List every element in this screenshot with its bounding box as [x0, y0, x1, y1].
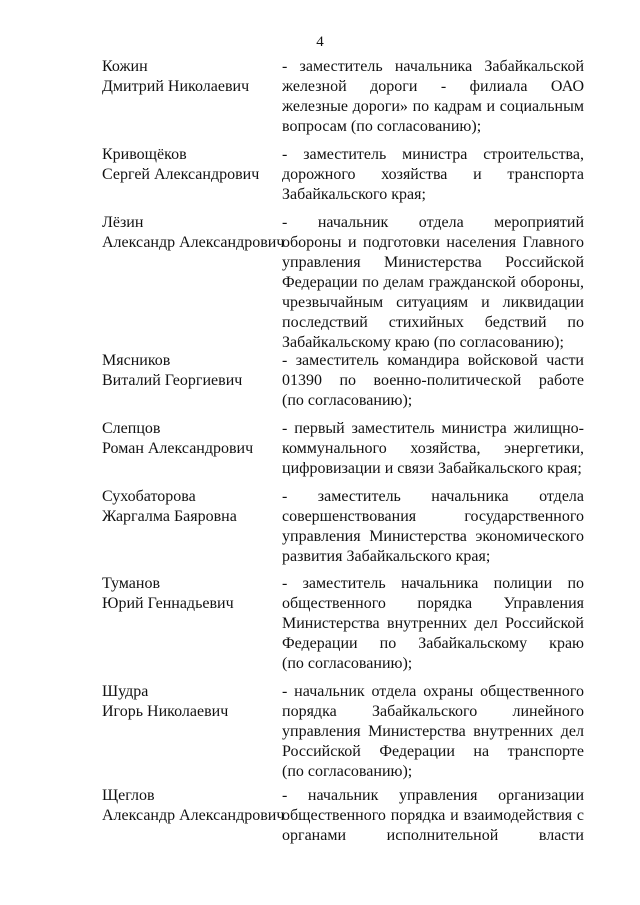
- role-line: - заместитель министра строительства,: [282, 146, 584, 163]
- role-line: цифровизации и связи Забайкальского края;: [282, 460, 582, 477]
- role-line: Министерства внутренних дел Российской: [282, 615, 584, 632]
- member-given-names: Александр Александрович: [102, 807, 285, 824]
- role-line: (по согласованию);: [282, 763, 413, 780]
- member-surname: Туманов: [102, 575, 160, 592]
- member-name: [102, 145, 272, 185]
- member-name: [102, 574, 272, 614]
- member-role: [282, 682, 584, 782]
- role-line: железной дороги - филиала ОАО: [282, 78, 584, 95]
- role-line: управления Министерства Российской: [282, 254, 584, 271]
- role-line: Забайкальского края;: [282, 186, 426, 203]
- role-line: дорожного хозяйства и транспорта: [282, 166, 584, 183]
- role-line: 01390 по военно-политической работе: [282, 372, 584, 389]
- member-surname: Кожин: [102, 58, 148, 75]
- role-line: - заместитель начальника Забайкальской: [282, 58, 584, 75]
- member-role: [282, 57, 584, 137]
- member-name: [102, 213, 285, 253]
- role-line: обороны и подготовки населения Главного: [282, 234, 584, 251]
- member-surname: Сухобаторова: [102, 488, 196, 505]
- member-given-names: Юрий Геннадьевич: [102, 595, 234, 612]
- member-surname: Слепцов: [102, 420, 161, 437]
- member-role: [282, 574, 584, 674]
- member-role: [282, 213, 584, 353]
- role-line: Забайкальскому краю (по согласованию);: [282, 334, 564, 351]
- member-given-names: Игорь Николаевич: [102, 703, 229, 720]
- member-name: [102, 351, 272, 391]
- member-given-names: Роман Александрович: [102, 440, 254, 457]
- role-line: общественного порядка и взаимодействия с: [282, 807, 584, 824]
- member-surname: Лёзин: [102, 214, 144, 231]
- member-given-names: Дмитрий Николаевич: [102, 78, 250, 95]
- role-line: (по согласованию);: [282, 392, 413, 409]
- role-line: - начальник управления организации: [282, 787, 584, 804]
- member-name: [102, 419, 272, 459]
- member-role: [282, 487, 584, 567]
- member-surname: Щеглов: [102, 787, 155, 804]
- role-line: Федерации по делам гражданской обороны,: [282, 274, 584, 291]
- role-line: совершенствования государственного: [282, 508, 584, 525]
- member-surname: Шудра: [102, 683, 149, 700]
- role-line: - заместитель начальника отдела: [282, 488, 584, 505]
- role-line: - заместитель начальника полиции по: [282, 575, 584, 592]
- role-line: железные дороги» по кадрам и социальным: [282, 98, 584, 115]
- role-line: вопросам (по согласованию);: [282, 118, 482, 135]
- member-given-names: Сергей Александрович: [102, 166, 260, 183]
- role-line: чрезвычайным ситуациям и ликвидации: [282, 294, 584, 311]
- role-line: - начальник отдела мероприятий: [282, 214, 584, 231]
- member-role: [282, 351, 584, 411]
- role-line: порядка Забайкальского линейного: [282, 703, 584, 720]
- member-name: [102, 57, 272, 97]
- role-line: управления Министерства экономического: [282, 528, 584, 545]
- member-surname: Мясников: [102, 352, 171, 369]
- member-surname: Кривощёков: [102, 146, 187, 163]
- role-line: коммунального хозяйства, энергетики,: [282, 440, 584, 457]
- member-name: [102, 682, 272, 722]
- role-line: Федерации по Забайкальскому краю: [282, 635, 584, 652]
- page-number: 4: [316, 34, 324, 50]
- member-name: [102, 786, 285, 826]
- member-role: [282, 786, 584, 846]
- member-role: [282, 145, 584, 205]
- role-line: общественного порядка Управления: [282, 595, 584, 612]
- role-line: - начальник отдела охраны общественного: [282, 683, 584, 700]
- role-line: органами исполнительной власти: [282, 827, 584, 844]
- role-line: управления Министерства внутренних дел: [282, 723, 584, 740]
- role-line: Российской Федерации на транспорте: [282, 743, 584, 760]
- member-name: [102, 487, 272, 527]
- role-line: (по согласованию);: [282, 655, 413, 672]
- role-line: развития Забайкальского края;: [282, 548, 491, 565]
- member-given-names: Виталий Георгиевич: [102, 372, 243, 389]
- role-line: последствий стихийных бедствий по: [282, 314, 584, 331]
- member-given-names: Жаргалма Баяровна: [102, 508, 237, 525]
- member-role: [282, 419, 584, 479]
- role-line: - заместитель командира войсковой части: [282, 352, 584, 369]
- role-line: - первый заместитель министра жилищно-: [282, 420, 584, 437]
- member-given-names: Александр Александрович: [102, 234, 285, 251]
